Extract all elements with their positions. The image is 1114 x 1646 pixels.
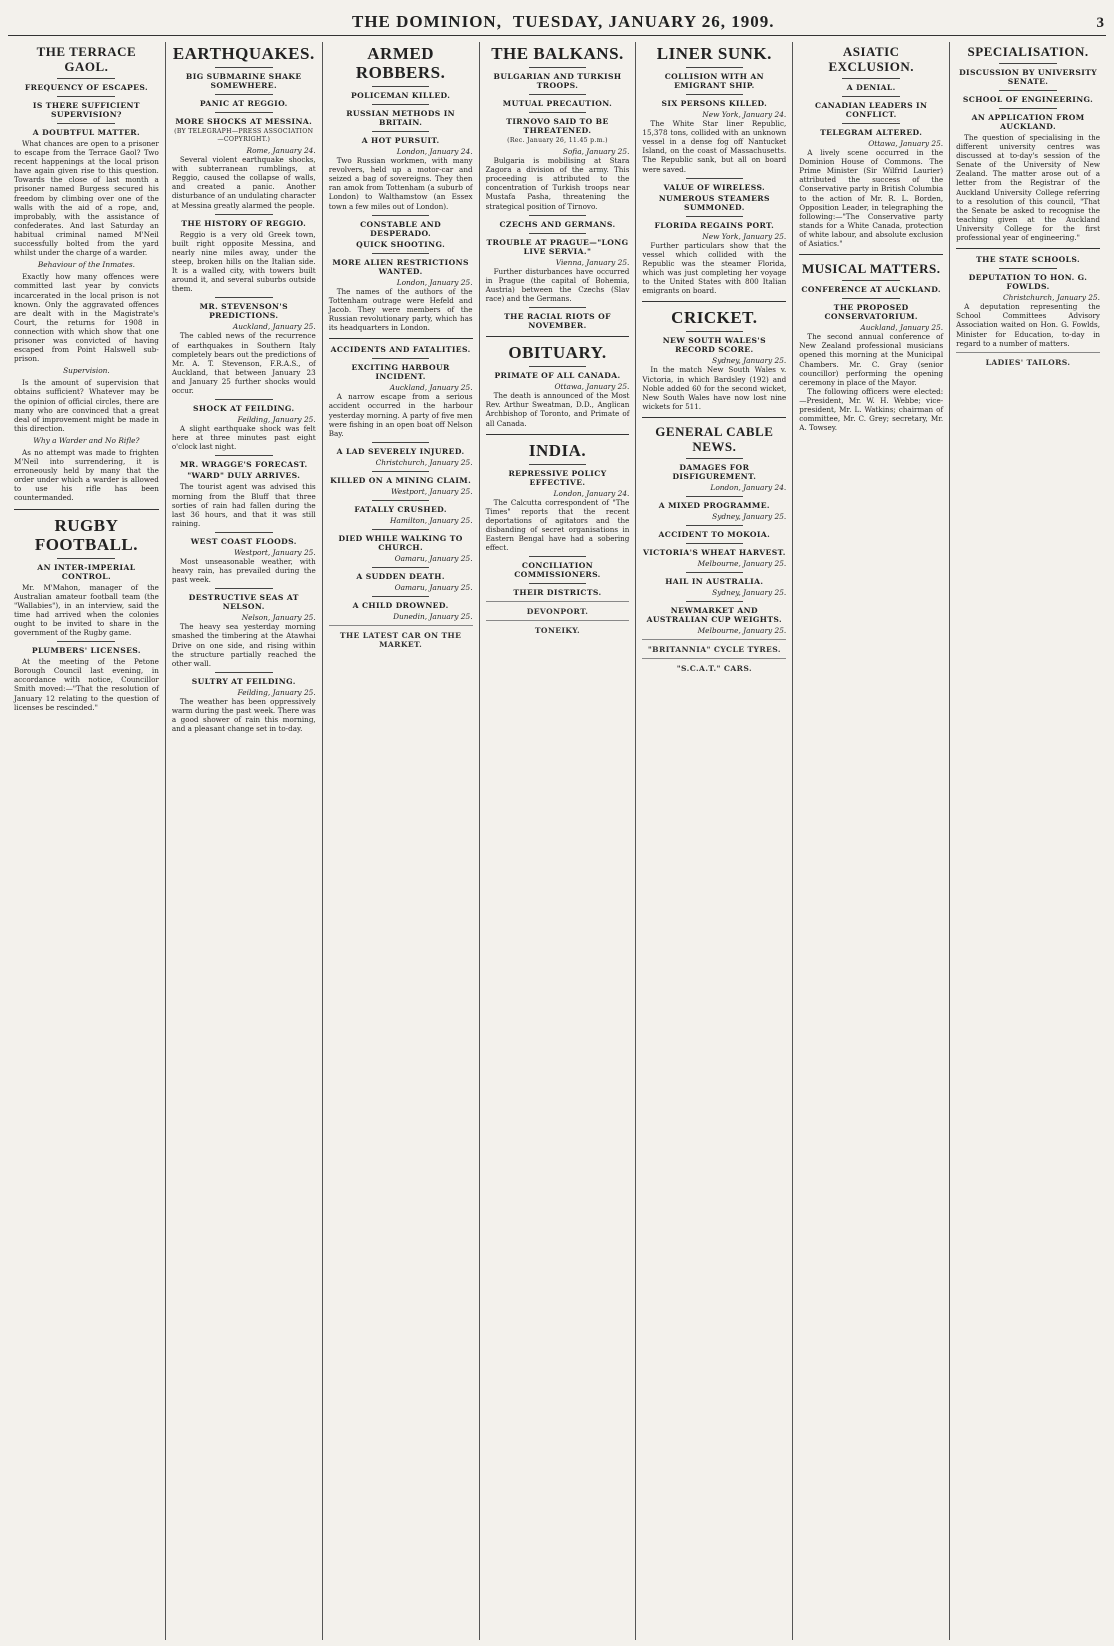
subheading: MORE ALIEN RESTRICTIONS WANTED. [332, 257, 469, 276]
divider [57, 78, 115, 79]
advertisement [486, 620, 630, 635]
subheading: A HOT PURSUIT. [361, 136, 440, 145]
subheading: THE RACIAL RIOTS OF NOVEMBER. [504, 312, 611, 331]
subheading: SIX PERSONS KILLED. [661, 99, 768, 108]
place-date: London, January 25. [396, 277, 473, 287]
divider [842, 298, 900, 299]
divider [686, 331, 744, 332]
divider [372, 215, 430, 216]
divider [529, 94, 587, 95]
ad-heading: TONEIKY. [534, 626, 581, 636]
divider [215, 532, 273, 533]
place-date: Melbourne, January 25. [697, 559, 787, 569]
divider [372, 253, 430, 254]
subheading: ACCIDENT TO MOKOIA. [658, 530, 771, 540]
divider [372, 131, 430, 132]
divider [57, 123, 115, 124]
divider [372, 358, 430, 359]
divider [686, 94, 744, 95]
column-liner-sunk [635, 42, 792, 1640]
subheading: TIRNOVO SAID TO BE THREATENED. [506, 117, 609, 135]
subheading: NUMEROUS STEAMERS SUMMONED. [658, 193, 770, 212]
article-paragraph: The heavy sea yesterday morning smashed the timbering at the Atawhai Drive on one side, and rising within the structure partially reached the other wall. [171, 622, 316, 668]
article-paragraph: The death is announced of the Most Rev. Arthur Sweatman, D.D., Anglican Archbishop of Toronto, and Primate of all Canada. [485, 391, 630, 428]
mini-heading: Behaviour of the Inmates. [37, 260, 135, 270]
divider [215, 399, 273, 400]
article-paragraph: In the match New South Wales v. Victoria, in which Bardsley (192) and Noble added 60 for the second wicket, New South Wales have now lost nine wickets for 511. [642, 365, 787, 411]
divider [57, 96, 115, 97]
subheading: DISCUSSION BY UNIVERSITY SENATE. [959, 68, 1098, 86]
article-paragraph: Is the amount of supervision that obtains sufficient? Whatever may be the opinion of official circles, there are many who are convinced that a great deal of improvement might be made in this direction. [14, 378, 159, 433]
ad-heading: DEVONPORT. [526, 607, 589, 617]
divider [842, 280, 900, 281]
article-paragraph: Further disturbances have occurred in Prague (the capital of Bohemia, Austria) between the Czechs (Slav race) and the Germans. [485, 266, 630, 304]
divider [529, 366, 587, 367]
place-date: Vienna, January 25. [555, 257, 630, 267]
subheading: BIG SUBMARINE SHAKE SOMEWHERE. [185, 72, 302, 90]
advertisement [486, 601, 630, 616]
divider [372, 86, 430, 87]
section-rule [486, 434, 630, 435]
article-paragraph: The White Star liner Republic, 15,378 tons, collided with an unknown vessel in a dense fog off Nantucket Island, on the coast of Massachusetts. The Republic sank, but all on board were saved. [642, 119, 787, 174]
column-armed-robbers [322, 42, 479, 1640]
subheading: RUSSIAN METHODS IN BRITAIN. [346, 109, 456, 127]
subheading: QUICK SHOOTING. [356, 239, 446, 249]
headline-specialisation: SPECIALISATION. [967, 44, 1089, 59]
subheading: FLORIDA REGAINS PORT. [654, 220, 775, 230]
place-date: Hamilton, January 25. [389, 515, 473, 525]
advertisement [329, 625, 473, 649]
subheading: TROUBLE AT PRAGUE—"LONG LIVE SERVIA." [486, 237, 629, 256]
divider [686, 67, 744, 68]
ad-heading: "BRITANNIA" CYCLE TYRES. [647, 645, 781, 655]
place-date: Ottawa, January 25. [554, 382, 630, 392]
subheading: MUTUAL PRECAUTION. [502, 99, 613, 108]
divider [999, 63, 1057, 64]
subheading: PLUMBERS' LICENSES. [31, 646, 141, 656]
place-date: New York, January 24. [702, 110, 787, 119]
subheading: A CHILD DROWNED. [352, 601, 449, 611]
subheading: NEWMARKET AND AUSTRALIAN CUP WEIGHTS. [646, 606, 783, 625]
subheading: AN INTER-IMPERIAL CONTROL. [37, 562, 136, 581]
place-date: Oamaru, January 25. [394, 554, 473, 564]
headline-india: INDIA. [528, 440, 587, 460]
divider [686, 216, 744, 217]
divider [215, 455, 273, 456]
divider [372, 442, 430, 443]
mini-heading: Supervision. [63, 366, 110, 376]
divider [529, 215, 587, 216]
article-paragraph: At the meeting of the Petone Borough Council last evening, in accordance with notice, Councillor Smith moved:—"That the resolution of January 12 relating to the question of licenses be rescinded." [14, 657, 159, 712]
subheading: CANADIAN LEADERS IN CONFLICT. [815, 101, 928, 119]
subheading: PRIMATE OF ALL CANADA. [494, 371, 621, 381]
subheading: MR. STEVENSON'S PREDICTIONS. [199, 302, 288, 321]
article-paragraph: Reggio is a very old Greek town, built right opposite Messina, and nearly nine miles away, under the steep, broken hills on the Italian side. It is a walled city, with towers built around it, and several suburbs outside them. [171, 229, 316, 294]
subheading: CZECHS AND GERMANS. [499, 219, 616, 229]
article-paragraph: As no attempt was made to frighten M'Neil into surrendering, it is erroneously held by many that the order under which a warder is allowed to use his rifle has been countermanded. [14, 448, 159, 503]
divider [529, 583, 587, 584]
divider [529, 556, 587, 557]
headline-terrace-gaol: THE TERRACE GAOL. [36, 44, 137, 74]
advertisement [642, 639, 786, 654]
divider [529, 112, 587, 113]
divider [372, 500, 430, 501]
subheading: PANIC AT REGGIO. [199, 99, 288, 108]
masthead-title [352, 12, 774, 32]
subheading: REPRESSIVE POLICY EFFECTIVE. [508, 468, 607, 487]
article-paragraph: A deputation representing the School Committees Advisory Association waited on Hon. G. Fowlds, Minister for Education, to-day in regard to a number of matters. [956, 302, 1100, 348]
divider [372, 104, 430, 105]
subheading: A DOUBTFUL MATTER. [32, 128, 141, 137]
subheading: CONFERENCE AT AUCKLAND. [801, 285, 941, 295]
subheading: CONCILIATION COMMISSIONERS. [514, 561, 601, 580]
divider [686, 525, 744, 526]
divider [215, 588, 273, 589]
headline-obituary: OBITUARY. [508, 343, 607, 363]
article-paragraph: Mr. M'Mahon, manager of the Australian amateur football team (the "Wallabies"), in an interview, said the time had arrived when the colonies ought to be invited to share in the government of the Rugby game. [14, 582, 159, 638]
subheading: THE STATE SCHOOLS. [976, 255, 1080, 265]
place-date: New York, January 25. [702, 231, 787, 241]
subheading: A LAD SEVERELY INJURED. [336, 446, 465, 456]
subheading: THE HISTORY OF REGGIO. [181, 218, 307, 228]
subheading: VALUE OF WIRELESS. [663, 182, 766, 192]
divider [372, 529, 430, 530]
subheading: BULGARIAN AND TURKISH TROOPS. [493, 72, 622, 90]
headline-asiatic-exclusion: ASIATIC EXCLUSION. [828, 44, 914, 74]
subheading: AN APPLICATION FROM AUCKLAND. [971, 113, 1085, 131]
subheading: IS THERE SUFFICIENT SUPERVISION? [32, 101, 140, 119]
place-date: Sydney, January 25. [712, 588, 787, 598]
article-paragraph: The second annual conference of New Zealand professional musicians opened this morning at the Municipal Chambers. Mr. C. Gray (senior councillor) performing the opening ceremony in place of the Mayor. [799, 332, 944, 387]
place-date: Sofia, January 25. [562, 147, 630, 156]
section-rule [486, 336, 630, 337]
divider [529, 67, 587, 68]
subheading: WEST COAST FLOODS. [190, 536, 297, 546]
subheading: TELEGRAM ALTERED. [820, 128, 923, 137]
divider [529, 464, 587, 465]
subheading: DEPUTATION TO HON. G. FOWLDS. [968, 273, 1088, 292]
dateline: (Rec. January 26, 11.45 p.m.) [507, 137, 608, 144]
masthead-title-right: TUESDAY, JANUARY 26, 1909. [512, 12, 775, 31]
article-paragraph: Further particulars show that the vessel which collided with the Republic was the steamer Florida, which was just completing her voyage to the United States with 800 Italian emigrants on board. [642, 240, 787, 296]
divider [686, 178, 744, 179]
place-date: Oamaru, January 25. [394, 583, 473, 593]
article-paragraph: What chances are open to a prisoner to escape from the Terrace Gaol? Two recent happenings at the local prison have again given rise to this question. Towards the close of last month a prisoner named Burgess secured his freedom by climbing over one of the walls with the aid of a rope, and, improbably, with the assistance of confederates. And last Saturday an habitual criminal named M'Neil successfully bolted from the yard whilst under the charge of a warder. [14, 139, 159, 258]
divider [57, 558, 115, 559]
section-rule [799, 254, 943, 255]
subheading: FATALLY CRUSHED. [354, 504, 447, 514]
article-paragraph: A lively scene occurred in the Dominion House of Commons. The Prime Minister (Sir Wilfrid Laurier) attributed the success of the Conservative party in British Columbia to the action of Mr. R. L. Borden, Opposition Leader, in telegraphing the following:—"The Conservative party stands for a White Canada, protection of white labour, and absolute exclusion of Asiatics." [799, 148, 944, 249]
place-date: London, January 24. [710, 482, 787, 492]
ad-heading: THE LATEST CAR ON THE MARKET. [339, 631, 462, 650]
article-paragraph: The names of the authors of the Tottenham outrage were Hefeld and Jacob. They were members of the Russian revolutionary party, which has its headquarters in London. [328, 286, 473, 333]
divider [686, 496, 744, 497]
place-date: Rome, January 24. [246, 146, 316, 155]
column-terrace-gaol [8, 42, 165, 1640]
column-balkans [479, 42, 636, 1640]
article-paragraph: The tourist agent was advised this morning from the Bluff that three sorties of rain had fallen during the last 36 hours, and that it was still raining. [171, 482, 316, 528]
subheading: VICTORIA'S WHEAT HARVEST. [642, 548, 786, 558]
subheading: ACCIDENTS AND FATALITIES. [330, 345, 471, 355]
headline-balkans: THE BALKANS. [491, 44, 624, 63]
place-date: Auckland, January 25. [232, 322, 316, 332]
divider [215, 297, 273, 298]
column-asiatic-exclusion [792, 42, 949, 1640]
place-date: Westport, January 25. [234, 547, 316, 557]
page-number: 3 [1096, 15, 1104, 31]
headline-earthquakes: EARTHQUAKES. [172, 44, 315, 63]
place-date: Dunedin, January 25. [393, 612, 473, 622]
headline-liner-sunk: LINER SUNK. [656, 44, 772, 63]
place-date: Melbourne, January 25. [697, 626, 787, 636]
subheading: HAIL IN AUSTRALIA. [665, 577, 764, 587]
divider [686, 572, 744, 573]
subheading: SHOCK AT FEILDING. [193, 404, 295, 414]
subheading: POLICEMAN KILLED. [350, 91, 451, 100]
dateline: (BY TELEGRAPH—PRESS ASSOCIATION—COPYRIGHT.) [174, 128, 314, 143]
place-date: Ottawa, January 25. [868, 139, 944, 148]
subheading: THEIR DISTRICTS. [513, 588, 602, 598]
article-paragraph: The weather has been oppressively warm during the past week. There was a good shower of rain this morning, and a pleasant change set in to-day. [171, 696, 316, 734]
headline-armed-robbers: ARMED ROBBERS. [355, 44, 446, 82]
article-paragraph: The following officers were elected:—President, Mr. W. H. Webbe; vice-president, Mr. L. Watkins; chairman of committee, Mr. C. Grey; secretary, Mr. A. Towsey. [799, 386, 944, 433]
article-paragraph: Bulgaria is mobilising at Stara Zagora a division of the army. This proceeding is attributed to the concentration of Turkish troops near Mustafa Pasha, threatening the strategical position of Tirnovo. [485, 156, 630, 211]
subheading: MORE SHOCKS AT MESSINA. [175, 117, 313, 126]
section-rule [642, 301, 786, 302]
place-date: Christchurch, January 25. [1003, 293, 1100, 303]
subheading: FREQUENCY OF ESCAPES. [24, 83, 149, 92]
divider [215, 112, 273, 113]
subheading: COLLISION WITH AN EMIGRANT SHIP. [664, 72, 764, 90]
masthead [8, 6, 1106, 36]
divider [842, 96, 900, 97]
mini-heading: Why a Warder and No Rifle? [33, 435, 140, 445]
divider [842, 78, 900, 79]
divider [999, 108, 1057, 109]
divider [686, 458, 744, 459]
divider [215, 672, 273, 673]
subheading: KILLED ON A MINING CLAIM. [330, 475, 472, 485]
divider [529, 307, 587, 308]
subheading: NEW SOUTH WALES'S RECORD SCORE. [662, 336, 766, 355]
column-earthquakes [165, 42, 322, 1640]
subheading: MR. WRAGGE'S FORECAST. [179, 460, 308, 470]
place-date: Christchurch, January 25. [375, 457, 473, 467]
advertisement [956, 352, 1100, 367]
divider [686, 543, 744, 544]
subheading: SCHOOL OF ENGINEERING. [962, 95, 1094, 104]
place-date: Nelson, January 25. [241, 613, 316, 623]
divider [842, 123, 900, 124]
article-paragraph: Several violent earthquake shocks, with subterranean rumblings, at Reggio, caused the collapse of walls, and created a panic. Another disturbance of an undulating character at Messina greatly alarmed the people. [171, 155, 316, 210]
divider [215, 94, 273, 95]
divider [999, 268, 1057, 269]
article-paragraph: A slight earthquake shock was felt here at three minutes past eight o'clock last night. [171, 424, 316, 452]
place-date: Feilding, January 25. [237, 687, 316, 697]
article-paragraph: The cabled news of the recurrence of earthquakes in Southern Italy completely bears out the predictions of Mr. A. T. Stevenson, F.R.A.S., of Auckland, that between January 23 and January 25 further shocks would occur. [171, 331, 316, 395]
masthead-title-left: THE DOMINION, [352, 12, 502, 31]
divider [372, 596, 430, 597]
place-date: Westport, January 25. [390, 486, 473, 496]
divider [686, 601, 744, 602]
subheading: EXCITING HARBOUR INCIDENT. [351, 363, 450, 382]
article-paragraph: A narrow escape from a serious accident occurred in the harbour yesterday morning. A party of five men were fishing in an open boat off Nelson Bay. [328, 392, 473, 438]
divider [372, 471, 430, 472]
article-paragraph: Exactly how many offences were committed last year by convicts incarcerated in the local prison is not known. Only the aggravated offences are dealt with in the Magistrate's Court, the returns for 1908 in connection with which show that one prisoner was convicted of having escaped from Point Halswell sub-prison. [14, 272, 159, 364]
column-specialisation [949, 42, 1106, 1640]
subheading: A DENIAL. [846, 83, 896, 92]
article-paragraph: Two Russian workmen, with many revolvers, held up a motor-car and seized a bag of sovereigns. They then ran amok from Tottenham (a suburb of London) to Walthamstow (an Essex town a few miles out of London). [328, 156, 473, 211]
place-date: London, January 24. [553, 488, 630, 498]
section-rule [642, 417, 786, 418]
place-date: Sydney, January 25. [712, 511, 787, 521]
place-date: Sydney, January 25. [712, 356, 787, 366]
headline-rugby: RUGBY FOOTBALL. [34, 515, 139, 554]
headline-cricket: CRICKET. [671, 308, 758, 328]
divider [215, 67, 273, 68]
subheading: THE PROPOSED CONSERVATORIUM. [824, 303, 918, 322]
divider [372, 567, 430, 568]
subheading: DAMAGES FOR DISFIGUREMENT. [672, 462, 757, 481]
divider [215, 214, 273, 215]
subheading: A SUDDEN DEATH. [356, 572, 445, 582]
headline-musical-matters: MUSICAL MATTERS. [801, 261, 941, 277]
headline-cable-news: GENERAL CABLE NEWS. [655, 423, 774, 454]
subheading: "WARD" DULY ARRIVES. [187, 471, 301, 481]
columns [8, 42, 1106, 1640]
divider [999, 90, 1057, 91]
place-date: London, January 24. [396, 147, 473, 156]
subheading: CONSTABLE AND DESPERADO. [360, 219, 442, 238]
section-rule [14, 509, 159, 510]
ad-heading: "S.C.A.T." CARS. [676, 664, 753, 674]
section-rule [956, 248, 1100, 249]
subheading: DESTRUCTIVE SEAS AT NELSON. [188, 593, 299, 612]
ad-heading: LADIES' TAILORS. [985, 357, 1071, 367]
section-rule [329, 338, 473, 339]
place-date: Auckland, January 25. [860, 323, 944, 333]
article-paragraph: Most unseasonable weather, with heavy rain, has prevailed during the past week. [171, 557, 316, 585]
subheading: SULTRY AT FEILDING. [191, 676, 296, 686]
divider [57, 641, 115, 642]
subheading: DIED WHILE WALKING TO CHURCH. [338, 534, 463, 553]
article-paragraph: The question of specialising in the different university centres was discussed at to-day's session of the Senate of the University of New Zealand. The matter arose out of a letter from the Registrar of the Auckland University College referring to a resolution of this council, "That the Senate be asked to recognise the teaching given at the Auckland University College for the first professional year of engineering." [956, 133, 1100, 243]
divider [529, 233, 587, 234]
place-date: Feilding, January 25. [237, 415, 316, 425]
advertisement [642, 658, 786, 673]
subheading: A MIXED PROGRAMME. [658, 500, 770, 510]
place-date: Auckland, January 25. [389, 383, 473, 393]
article-paragraph: The Calcutta correspondent of "The Times" reports that the recent deportations of agitators and the disbanding of secret organisations in Eastern Bengal have had a sobering effect. [485, 497, 630, 553]
